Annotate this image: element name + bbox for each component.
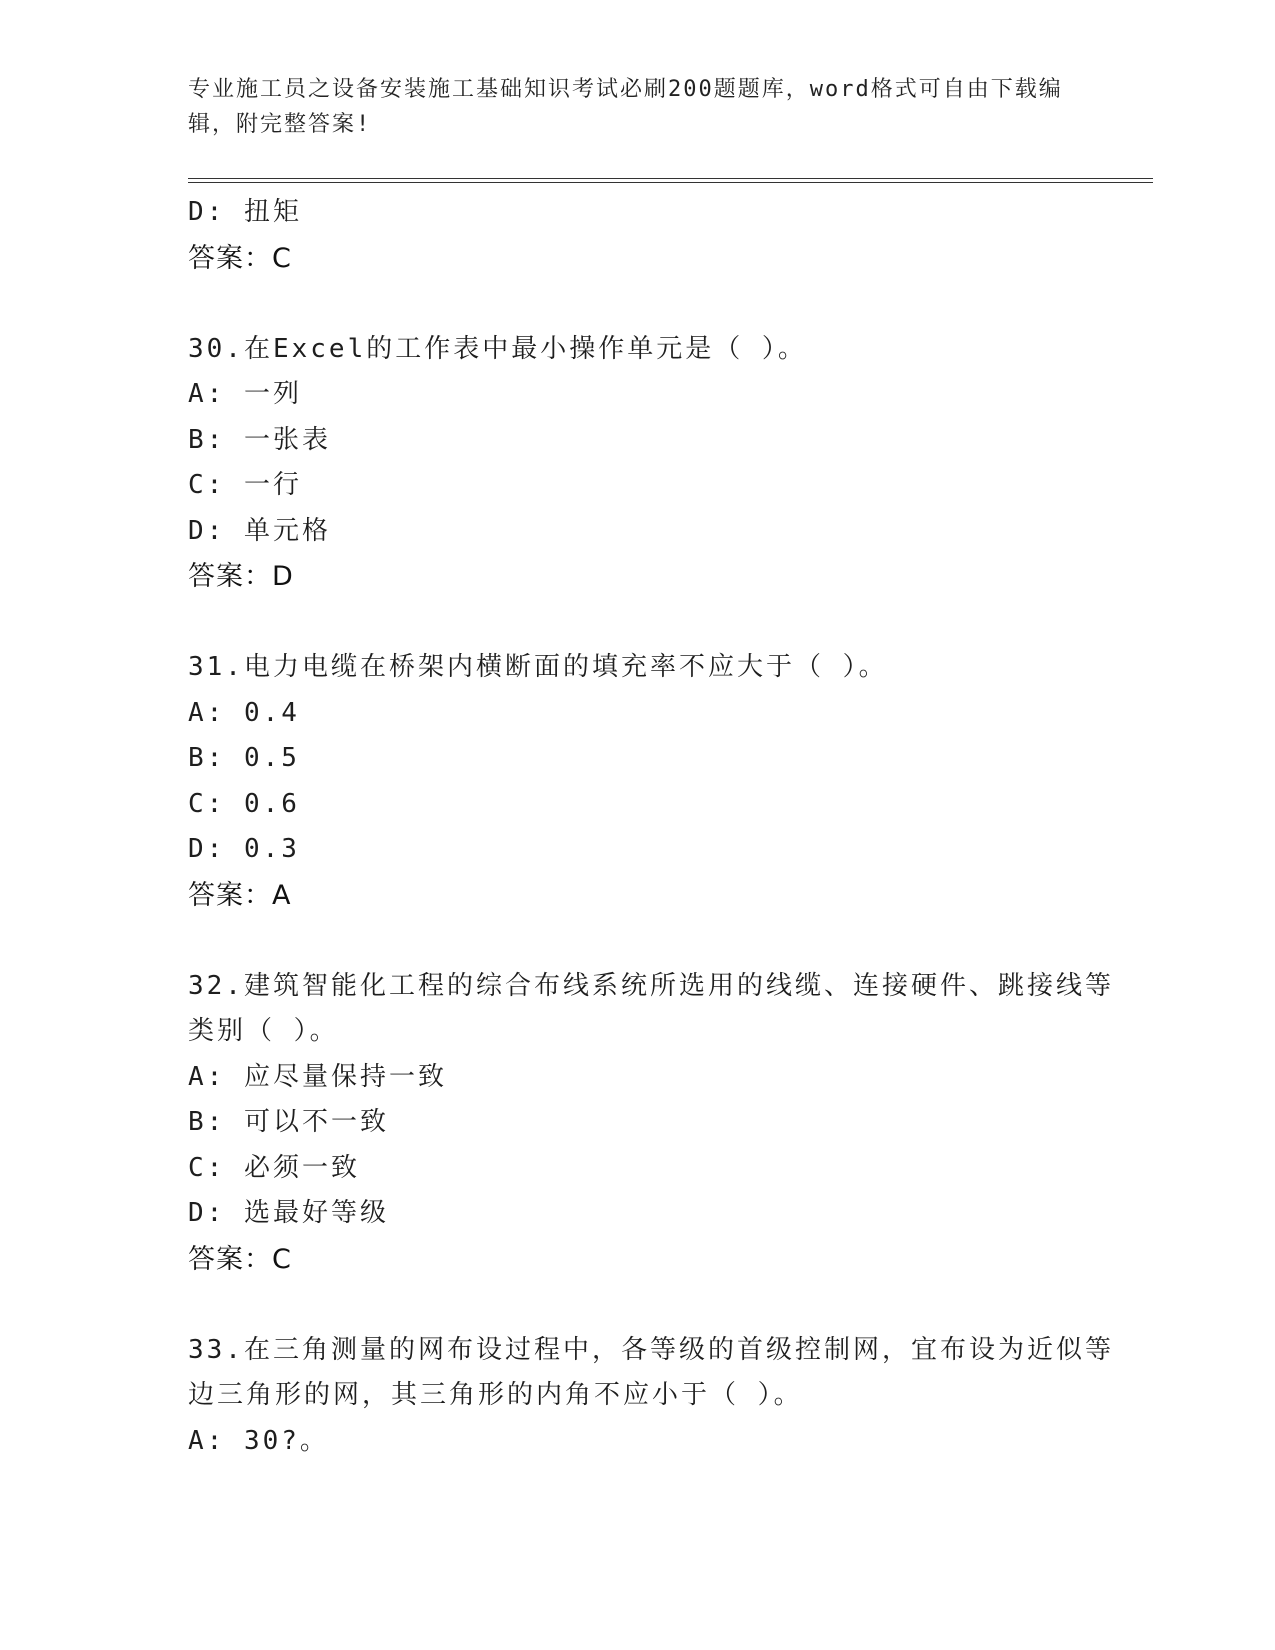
option-c: C: 0.6	[188, 788, 300, 819]
answer-line: 答案：A	[188, 879, 292, 911]
question-stem: 31.电力电缆在桥架内横断面的填充率不应大于（ ）。	[188, 652, 888, 682]
option-a: A: 0.4	[188, 697, 300, 728]
question-stem: 33.在三角测量的网布设过程中，各等级的首级控制网，宜布设为近似等边三角形的网，其三角形的内角不应小于（ ）。	[188, 1334, 1114, 1410]
option-d: D: 扭矩	[188, 197, 302, 227]
option-b: B: 可以不一致	[188, 1107, 389, 1137]
option-d: D: 0.3	[188, 834, 300, 864]
answer-line: 答案：C	[188, 242, 292, 274]
question-30	[188, 327, 1138, 600]
spacer	[188, 281, 1138, 327]
question-32	[188, 964, 1138, 1283]
spacer	[188, 1282, 1138, 1328]
option-c: C: 一行	[188, 470, 302, 500]
option-b: B: 0.5	[188, 743, 300, 773]
option-d: D: 单元格	[188, 515, 331, 546]
question-31	[188, 645, 1138, 918]
question-stem: 32.建筑智能化工程的综合布线系统所选用的线缆、连接硬件、跳接线等类别（ ）。	[188, 970, 1114, 1046]
spacer	[188, 600, 1138, 646]
document-header	[188, 72, 1088, 142]
header-text: 专业施工员之设备安装施工基础知识考试必刷200题题库，word格式可自由下载编辑，附完整答案!	[188, 77, 1063, 137]
question-list	[188, 190, 1138, 1464]
option-a: A: 30?。	[188, 1425, 329, 1456]
option-b: B: 一张表	[188, 424, 331, 455]
spacer	[188, 918, 1138, 964]
option-c: C: 必须一致	[188, 1152, 360, 1183]
option-a: A: 一列	[188, 379, 302, 409]
question-29-tail	[188, 190, 1138, 281]
question-33	[188, 1328, 1138, 1465]
answer-line: 答案：C	[188, 1243, 292, 1275]
option-a: A: 应尽量保持一致	[188, 1061, 447, 1092]
question-stem: 30.在Excel的工作表中最小操作单元是（ ）。	[188, 333, 807, 364]
header-divider	[188, 178, 1153, 183]
option-d: D: 选最好等级	[188, 1198, 389, 1228]
answer-line: 答案：D	[188, 561, 294, 592]
